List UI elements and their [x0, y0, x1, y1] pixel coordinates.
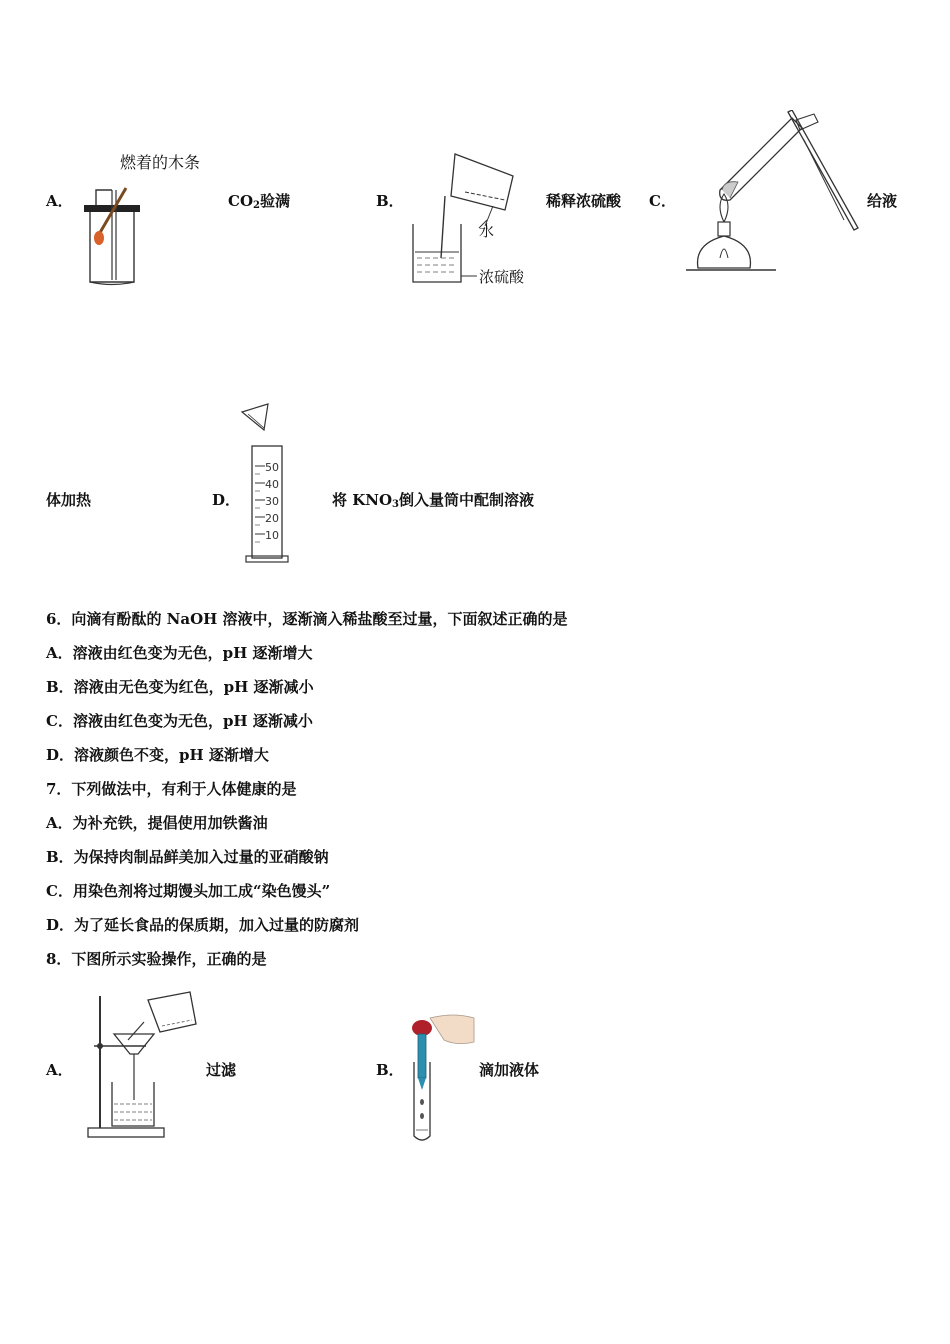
- co2-full-test-figure: [82, 150, 222, 290]
- q5-option-a-label: $CO_2$验满: [228, 192, 290, 211]
- scale-10: 10: [265, 529, 279, 542]
- q6-stem: 6．向滴有酚酞的 NaOH 溶液中，逐渐滴入稀盐酸至过量，下面叙述正确的是: [46, 610, 568, 628]
- q6-option-d: D．溶液颜色不变，pH 逐渐增大: [46, 746, 269, 764]
- q6-option-c: C．溶液由红色变为无色，pH 逐渐减小: [46, 712, 313, 730]
- scale-20: 20: [265, 512, 279, 525]
- dropper-figure: [404, 1012, 480, 1146]
- q7-option-d: D．为了延长食品的保质期，加入过量的防腐剂: [46, 916, 360, 934]
- q5-option-c-label-part2: 体加热: [46, 491, 92, 509]
- scale-50: 50: [265, 461, 279, 474]
- q8-option-b-label: 滴加液体: [479, 1061, 540, 1079]
- scale-30: 30: [265, 495, 279, 508]
- q6-option-a: A．溶液由红色变为无色，pH 逐渐增大: [46, 644, 313, 662]
- q7-option-c: C．用染色剂将过期馒头加工成“染色馒头”: [46, 882, 331, 900]
- q6-option-b: B．溶液由无色变为红色，pH 逐渐减小: [46, 678, 314, 696]
- q8-option-b-letter: B．: [376, 1061, 404, 1079]
- q8-option-a-label: 过滤: [206, 1061, 237, 1079]
- water-label: 水: [479, 222, 495, 240]
- q8-option-a-letter: A．: [46, 1061, 73, 1079]
- q5-option-c-label-part1: 给液: [867, 192, 898, 210]
- dilute-sulfuric-acid-figure: [405, 148, 545, 293]
- q7-option-a: A．为补充铁，提倡使用加铁酱油: [46, 814, 268, 832]
- q7-option-b: B．为保持肉制品鲜美加入过量的亚硝酸钠: [46, 848, 329, 866]
- q5-option-a-letter: A．: [46, 192, 73, 210]
- q5-option-c-letter: C．: [649, 192, 676, 210]
- filtration-figure: [84, 990, 200, 1142]
- q5-option-d-label: 将 $KNO_3$倒入量筒中配制溶液: [332, 491, 535, 510]
- scale-40: 40: [265, 478, 279, 491]
- burning-stick-caption: 燃着的木条: [120, 153, 201, 172]
- conc-acid-label: 浓硫酸: [479, 268, 525, 286]
- q8-stem: 8．下图所示实验操作，正确的是: [46, 950, 267, 968]
- q5-option-b-label: 稀释浓硫酸: [546, 192, 622, 210]
- graduated-cylinder-figure: [238, 402, 298, 564]
- q5-option-d-letter: D．: [212, 491, 241, 509]
- q5-option-b-letter: B．: [376, 192, 404, 210]
- q7-stem: 7．下列做法中，有利于人体健康的是: [46, 780, 297, 798]
- heat-liquid-figure: [684, 110, 864, 275]
